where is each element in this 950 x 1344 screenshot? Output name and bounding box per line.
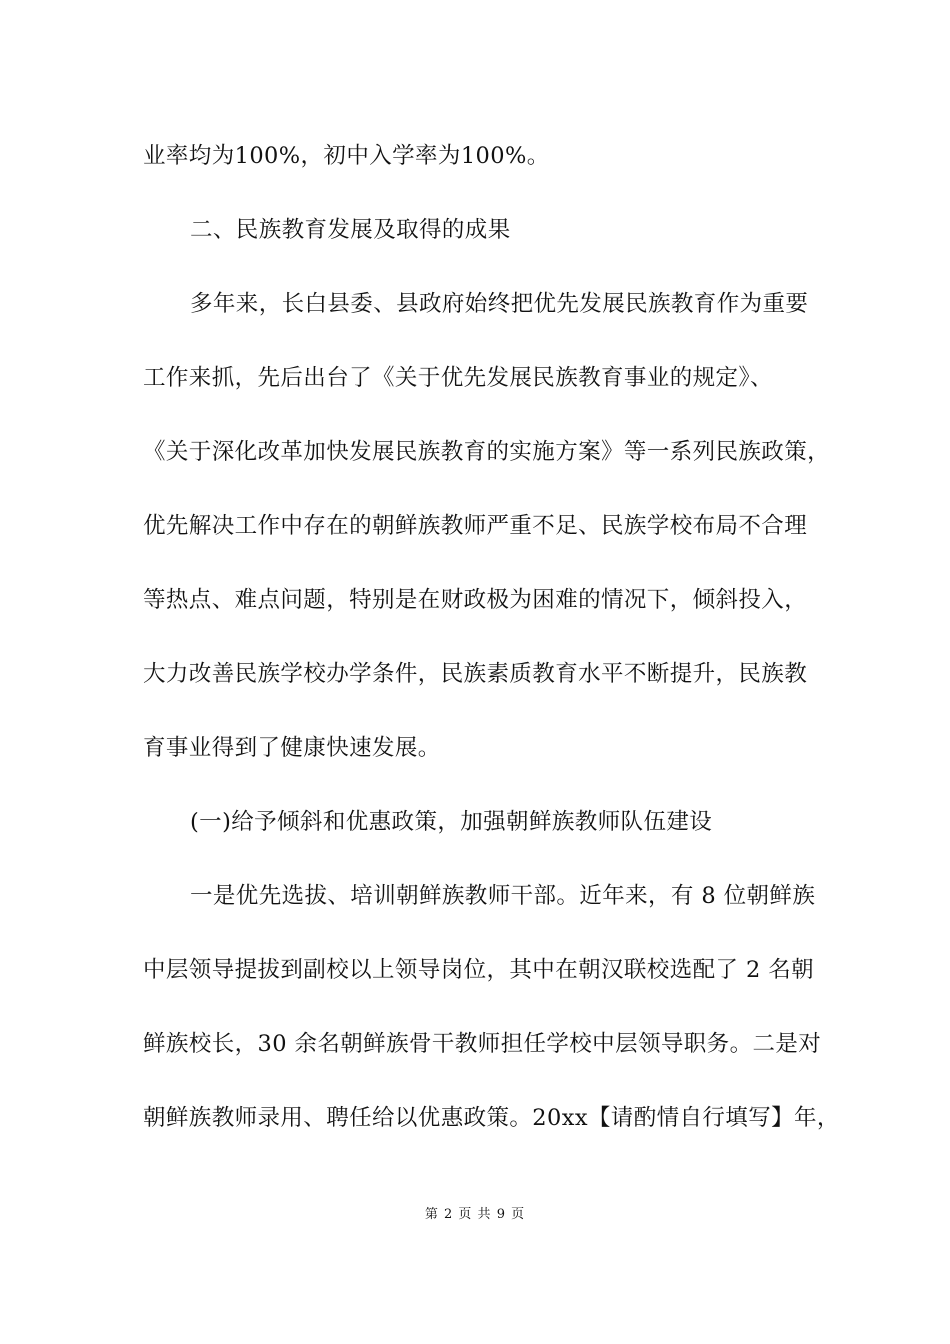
text-line-7: 等热点、难点问题，特别是在财政极为困难的情况下，倾斜投入，: [143, 587, 808, 613]
text-line-13: 鲜族校长，30 余名朝鲜族骨干教师担任学校中层领导职务。二是对: [143, 1031, 822, 1057]
text-line-4: 工作来抓，先后出台了《关于优先发展民族教育事业的规定》、: [143, 365, 773, 391]
text-line-14: 朝鲜族教师录用、聘任给以优惠政策。20xx【请酌情自行填写】年，: [143, 1105, 840, 1131]
text-line-5: 《关于深化改革加快发展民族教育的实施方案》等一系列民族政策，: [143, 439, 831, 465]
text-line-11: 一是优先选拔、培训朝鲜族教师干部。近年来，有 8 位朝鲜族: [190, 883, 816, 909]
text-line-9: 育事业得到了健康快速发展。: [143, 735, 441, 761]
text-line-3: 多年来，长白县委、县政府始终把优先发展民族教育作为重要: [190, 291, 809, 317]
page-number-footer: 第 2 页 共 9 页: [424, 1207, 526, 1222]
text-line-12: 中层领导提拔到副校以上领导岗位，其中在朝汉联校选配了 2 名朝: [143, 957, 815, 983]
section-heading-2: 二、民族教育发展及取得的成果: [190, 217, 511, 243]
text-line-8: 大力改善民族学校办学条件，民族素质教育水平不断提升，民族教: [143, 661, 808, 687]
text-line-6: 优先解决工作中存在的朝鲜族教师严重不足、民族学校布局不合理: [143, 513, 808, 539]
text-line-1: 业率均为100%，初中入学率为100%。: [143, 143, 550, 169]
subsection-heading-1: (一)给予倾斜和优惠政策，加强朝鲜族教师队伍建设: [190, 809, 713, 835]
